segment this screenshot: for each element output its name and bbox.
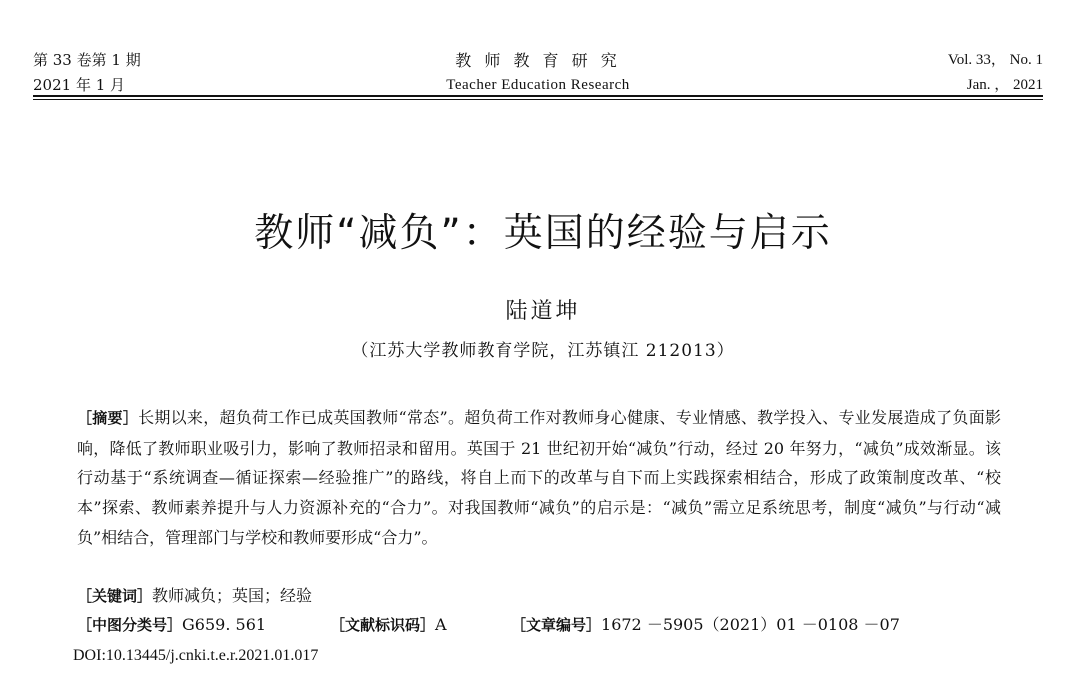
clc-field (77, 612, 266, 638)
issue-info-en (948, 48, 1043, 98)
journal-name-en: Teacher Education Research (446, 77, 630, 93)
clc-value: G659. 561 (182, 615, 267, 634)
article-number-field (511, 612, 900, 638)
journal-header (33, 44, 1043, 96)
abstract-text: 长期以来，超负荷工作已成英国教师“常态”。超负荷工作对教师身心健康、专业情感、教学投入、专业发展造成了负面影响，降低了教师职业吸引力，影响了教师招录和留用。英国于 21 世纪初开始“减负”行动，经过 20 年努力，“减负”成效渐显。该行动基于“系统调查—循证探索—经验推广”的路线，将自上而下的改革与自下而上实践探索相结合，形成了政策制度改革、“校本”探索、教师素养提升与人力资源补充的“合力”。对我国教师“减负”的启示是：“减负”需立足系统思考，制度“减负”与行动“减负”相结合，管理部门与学校和教师要形成“合力”。 (77, 408, 1001, 547)
keywords-text: 教师减负；英国；经验 (152, 586, 313, 605)
header-rule-thin (33, 99, 1043, 100)
doi[interactable]: DOI:10.13445/j.cnki.t.e.r.2021.01.017 (73, 647, 319, 664)
keywords-label: ［关键词］ (77, 587, 153, 605)
article-number-value: 1672 －5905（2021）01 －0108 －07 (601, 615, 900, 634)
classification-line (77, 612, 900, 638)
doc-code-label: ［文献标识码］ (330, 616, 436, 634)
issue-date: 2021 年 1 月 (33, 76, 126, 94)
header-rule-thick (33, 95, 1043, 97)
keywords (77, 583, 312, 609)
doc-code-value: A (435, 615, 447, 634)
journal-name-cn: 教 师 教 育 研 究 (455, 51, 621, 70)
author-name: 陆道坤 (505, 299, 581, 324)
doc-code-field (330, 612, 447, 638)
journal-name (33, 48, 1043, 98)
abstract (77, 403, 1001, 553)
volume-issue: 第 33 卷第 1 期 (33, 51, 141, 69)
issue-date-en: Jan. ， 2021 (966, 77, 1043, 93)
article-title: 教师“减负”：英国的经验与启示 (254, 211, 832, 256)
article-number-label: ［文章编号］ (511, 616, 602, 634)
author-affiliation: （江苏大学教师教育学院，江苏镇江 212013） (351, 341, 735, 361)
clc-label: ［中图分类号］ (77, 616, 183, 634)
volume-issue-en: Vol. 33， No. 1 (947, 52, 1043, 68)
abstract-label: ［摘要］ (77, 409, 139, 427)
